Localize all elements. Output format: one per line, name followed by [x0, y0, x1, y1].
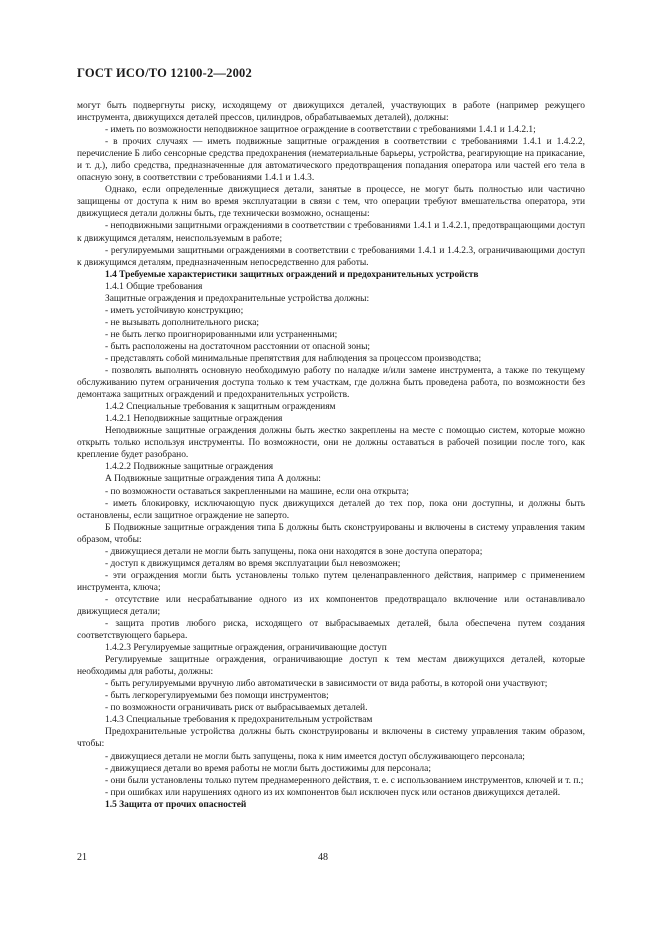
page-number-left: 21 [77, 852, 87, 863]
paragraph: - защита против любого риска, исходящего от выбрасываемых деталей, была обеспечена путем создания соответствующего барьера. [77, 619, 585, 642]
paragraph: Неподвижные защитные ограждения должны быть жестко закреплены на месте с помощью систем, которые можно открыть только используя инструменты. По возможности, они не должны оставаться в рабочей позиции после того, как крепление будет разобрано. [77, 426, 585, 461]
paragraph: 1.4.2.3 Регулируемые защитные ограждения, ограничивающие доступ [105, 643, 387, 654]
document-header: ГОСТ ИСО/ТО 12100-2—2002 [77, 66, 252, 80]
paragraph: - отсутствие или несрабатывание одного из их компонентов предотвращало включение или останавливало движущиеся детали; [77, 594, 585, 617]
section-heading: 1.5 Защита от прочих опасностей [105, 799, 247, 810]
paragraph: могут быть подвергнуты риску, исходящему от движущихся деталей, участвующих в работе (например режущего инструмента, движущихся деталей прессов, цилиндров, обрабатываемых деталей), должны: [77, 101, 585, 124]
paragraph: Б Подвижные защитные ограждения типа Б должны быть сконструированы и включены в систему управления таким образом, чтобы: [77, 522, 585, 545]
paragraph: - быть регулируемыми вручную либо автоматически в зависимости от вида работы, в которой они участвуют; [105, 679, 548, 690]
document-body [77, 100, 585, 811]
paragraph: - не быть легко проигнорированными или устраненными; [105, 329, 338, 340]
paragraph: - неподвижными защитными ограждениями в соответствии с требованиями 1.4.1 и 1.4.2.1, предотвращающими доступ к движущимся деталям, неиспользуемым в работе; [77, 221, 585, 244]
paragraph: - в прочих случаях — иметь подвижные защитные ограждения в соответствии с требованиями 1.4.1 и 1.4.2.2, перечисление Б либо сенсорные средства предохранения (нематериальные барьеры, устройства, реагирующие на прикасание, и т. д.), либо средства, предназначенные для автоматического предотвращения попадания оператора или частей его тела в опасную зону, в соответствии с требованиями 1.4.1 и 1.4.3. [77, 137, 585, 184]
paragraph: - регулируемыми защитными ограждениями в соответствии с требованиями 1.4.1 и 1.4.2.3, ограничивающими доступ к движущимся деталям, предназначенным непосредственно для работы. [77, 245, 585, 268]
paragraph: - быть легкорегулируемыми без помощи инструментов; [105, 691, 329, 702]
paragraph: 1.4.2.2 Подвижные защитные ограждения [105, 462, 274, 473]
paragraph: - движущиеся детали не могли быть запущены, пока к ним имеется доступ обслуживающего персонала; [105, 751, 525, 762]
paragraph: 1.4.2.1 Неподвижные защитные ограждения [105, 414, 283, 425]
paragraph: Защитные ограждения и предохранительные устройства должны: [105, 293, 370, 304]
paragraph: - движущиеся детали не могли быть запущены, пока они находятся в зоне доступа оператора; [105, 546, 483, 557]
paragraph: - иметь устойчивую конструкцию; [105, 305, 244, 316]
paragraph: - они были установлены только путем преднамеренного действия, т. е. с использованием инструментов, ключей и т. п.; [105, 775, 584, 786]
paragraph: - эти ограждения могли быть установлены только путем целенаправленного действия, например с применением инструмента, ключа; [77, 570, 585, 593]
paragraph: - иметь блокировку, исключающую пуск движущихся деталей до тех пор, пока они доступны, и должны быть остановлены, если защитное ограждение не заперто. [77, 498, 585, 521]
paragraph: А Подвижные защитные ограждения типа А должны: [105, 474, 321, 485]
paragraph: Однако, если определенные движущиеся детали, занятые в процессе, не могут быть полностью или частично защищены от доступа к ним во время эксплуатации в связи с тем, что операции требуют вмешательства оператора, эти движущиеся детали должны быть, где технически возможно, оснащены: [77, 185, 585, 220]
paragraph: 1.4.1 Общие требования [105, 281, 203, 292]
page-number-center: 48 [318, 852, 328, 863]
paragraph: - доступ к движущимся деталям во время эксплуатации был невозможен; [105, 558, 401, 569]
paragraph: - по возможности ограничивать риск от выбрасываемых деталей. [105, 703, 368, 714]
paragraph: - позволять выполнять основную необходимую работу по наладке и/или замене инструмента, а также по текущему обслуживанию путем ограничения доступа только к тем участкам, где должна быть проведена работа, по возможности без демонтажа защитных ограждений и предохранительных устройств. [77, 366, 585, 401]
paragraph: - представлять собой минимальные препятствия для наблюдения за процессом производства; [105, 353, 482, 364]
paragraph: - при ошибках или нарушениях одного из их компонентов был исключен пуск или останов движущихся деталей. [105, 787, 561, 798]
paragraph: 1.4.2 Специальные требования к защитным ограждениям [105, 402, 336, 413]
paragraph: - движущиеся детали во время работы не могли быть достижимы для персонала; [105, 763, 431, 774]
paragraph: Регулируемые защитные ограждения, ограничивающие доступ к тем местам движущихся деталей, которые необходимы для работы, должны: [77, 655, 585, 678]
section-heading: 1.4 Требуемые характеристики защитных ограждений и предохранительных устройств [105, 269, 479, 280]
paragraph: - быть расположены на достаточном расстоянии от опасной зоны; [105, 341, 371, 352]
paragraph: - не вызывать дополнительного риска; [105, 317, 260, 328]
paragraph: 1.4.3 Специальные требования к предохранительным устройствам [105, 715, 373, 726]
paragraph: - по возможности оставаться закрепленными на машине, если она открыта; [105, 486, 409, 497]
paragraph: Предохранительные устройства должны быть сконструированы и включены в систему управления таким образом, чтобы: [77, 727, 585, 750]
paragraph: - иметь по возможности неподвижное защитное ограждение в соответствии с требованиями 1.4.1 и 1.4.2.1; [105, 125, 536, 136]
